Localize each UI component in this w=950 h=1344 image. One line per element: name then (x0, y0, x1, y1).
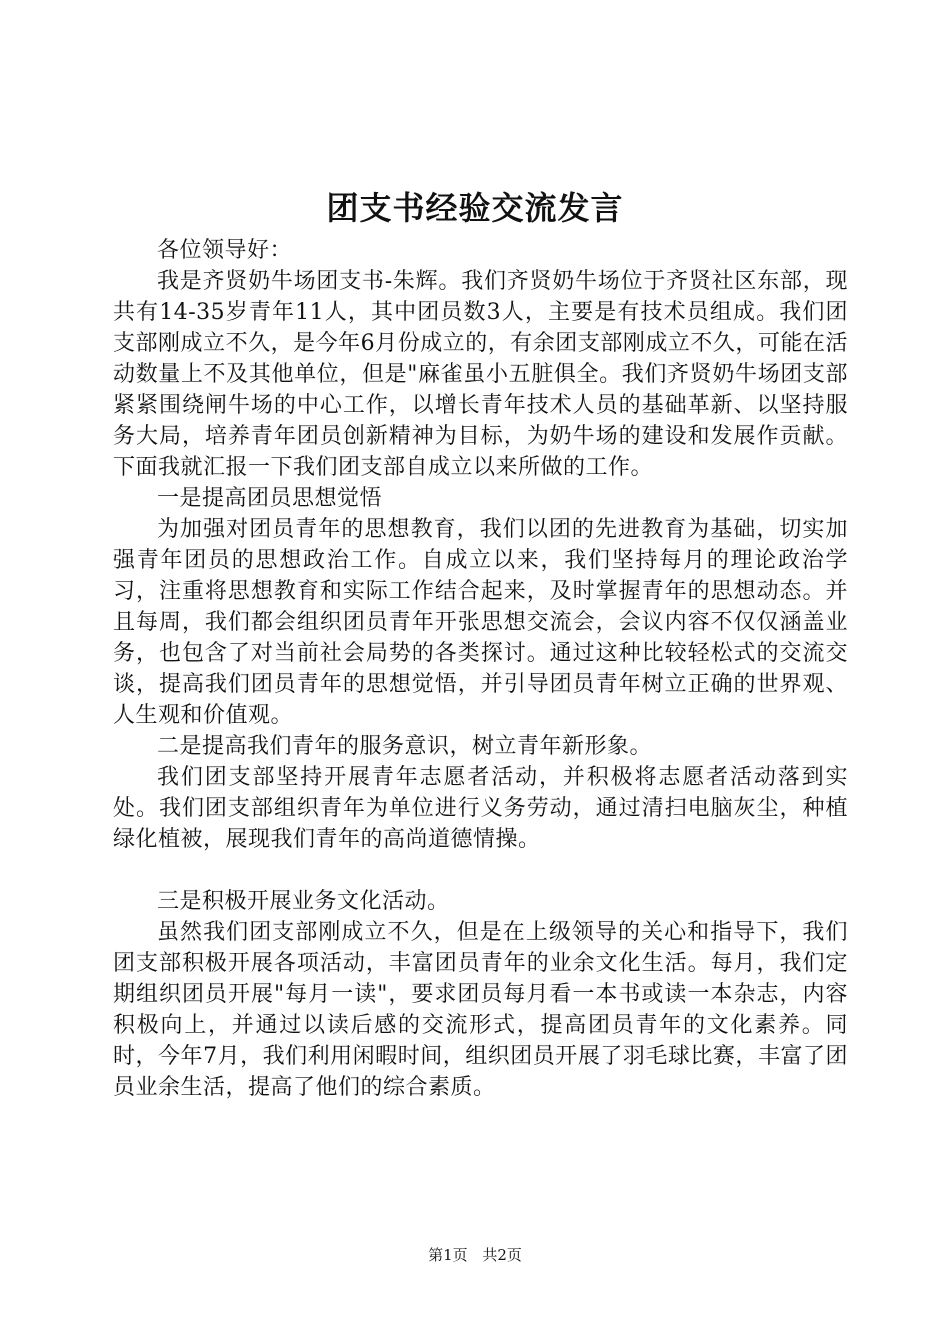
section-paragraph-3: 虽然我们团支部刚成立不久，但是在上级领导的关心和指导下，我们团支部积极开展各项活动，丰富团员青年的业余文化生活。每月，我们定期组织团员开展"每月一读"，要求团员每月看一本书或读一本杂志，内容积极向上，并通过以读后感的交流形式，提高团员青年的文化素养。同时，今年7月，我们利用闲暇时间，组织团员开展了羽毛球比赛，丰富了团员业余生活，提高了他们的综合素质。 (113, 920, 848, 1100)
page-number-total: 共2页 (482, 1246, 522, 1264)
greeting-paragraph: 各位领导好： (157, 238, 293, 263)
page-number-current: 第1页 (428, 1246, 468, 1264)
intro-paragraph: 我是齐贤奶牛场团支书-朱辉。我们齐贤奶牛场位于齐贤社区东部，现共有14-35岁青年11人，其中团员数3人，主要是有技术员组成。我们团支部刚成立不久，是今年6月份成立的，有余团支部刚成立不久，可能在活动数量上不及其他单位，但是"麻雀虽小五脏俱全。我们齐贤奶牛场团支部紧紧围绕闸牛场的中心工作，以增长青年技术人员的基础革新、以坚持服务大局，培养青年团员创新精神为目标，为奶牛场的建设和发展作贡献。下面我就汇报一下我们团支部自成立以来所做的工作。 (113, 269, 848, 480)
section-paragraph-2: 我们团支部坚持开展青年志愿者活动，并积极将志愿者活动落到实处。我们团支部组织青年为单位进行义务劳动，通过清扫电脑灰尘，种植绿化植被，展现我们青年的高尚道德情操。 (113, 765, 848, 852)
section-heading-3: 三是积极开展业务文化活动。 (157, 889, 450, 914)
section-heading-1: 一是提高团员思想觉悟 (157, 486, 383, 511)
section-heading-2: 二是提高我们青年的服务意识，树立青年新形象。 (157, 734, 653, 759)
document-title: 团支书经验交流发言 (326, 189, 624, 227)
document-body (113, 235, 848, 1103)
section-paragraph-1: 为加强对团员青年的思想教育，我们以团的先进教育为基础，切实加强青年团员的思想政治工作。自成立以来，我们坚持每月的理论政治学习，注重将思想教育和实际工作结合起来，及时掌握青年的思想动态。并且每周，我们都会组织团员青年开张思想交流会，会议内容不仅仅涵盖业务，也包含了对当前社会局势的各类探讨。通过这种比较轻松式的交流交谈，提高我们团员青年的思想觉悟，并引导团员青年树立正确的世界观、人生观和价值观。 (113, 517, 848, 728)
page-footer (0, 1244, 950, 1266)
